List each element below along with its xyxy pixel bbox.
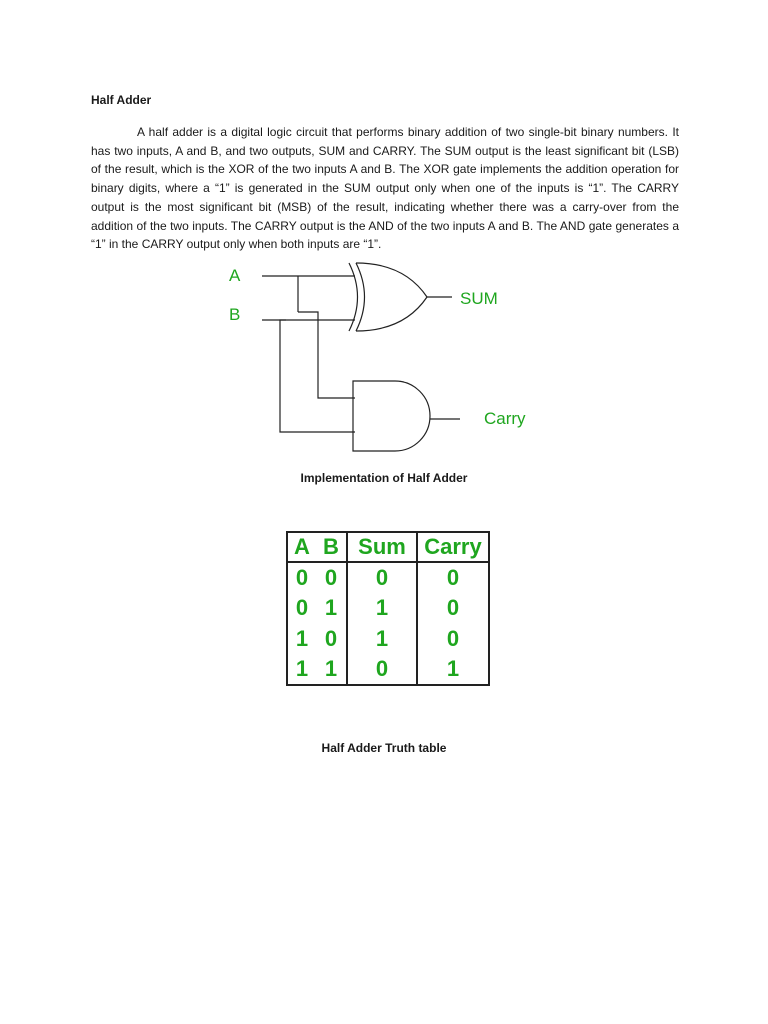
table-cell: 1: [295, 655, 309, 681]
table-cell: 1: [316, 593, 347, 623]
table-header-cell: Sum: [347, 532, 417, 562]
table-cell: 0: [347, 654, 417, 685]
table-cell: 0: [446, 625, 460, 651]
table-cell: 1: [316, 654, 347, 685]
table-row: [287, 562, 489, 593]
table-row: [287, 654, 489, 685]
truth-table: [286, 531, 490, 686]
input-b-label: B: [229, 305, 241, 324]
table-header-cell: Carry: [417, 532, 489, 562]
sum-output-label: SUM: [460, 289, 498, 308]
table-cell: 0: [295, 595, 309, 621]
table-cell: 0: [347, 562, 417, 593]
input-a-label: A: [229, 266, 241, 285]
table-cell: 0: [446, 565, 460, 591]
carry-output-label: Carry: [484, 409, 526, 428]
table-row: [287, 623, 489, 653]
table-header-cell: B: [316, 532, 347, 562]
table-cell: 0: [316, 623, 347, 653]
table-header-cell: A: [287, 532, 316, 562]
table-cell: 0: [446, 595, 460, 621]
table-row: [287, 593, 489, 623]
diagram-caption: Implementation of Half Adder: [300, 471, 468, 485]
description-paragraph: A half adder is a digital logic circuit that performs binary addition of two single-bit binary numbers. It has two inputs, A and B, and two outputs, SUM and CARRY. The SUM output is the least significant bit (LSB) of the result, which is the XOR of the two inputs A and B. The XOR gate implements the addition operation for binary digits, where a “1” is generated in the SUM output only when one of the inputs is “1”. The CARRY output is the most significant bit (MSB) of the result, indicating whether there was a carry-over from the addition of the two inputs. The CARRY output is the AND of the two inputs A and B. The AND gate generates a “1” in the CARRY output only when both inputs are “1”.: [91, 125, 679, 252]
table-cell: 1: [295, 625, 309, 651]
table-cell: 0: [295, 565, 309, 591]
table-caption: Half Adder Truth table: [321, 741, 447, 755]
table-cell: 1: [347, 593, 417, 623]
table-cell: 1: [446, 655, 460, 681]
table-cell: 0: [316, 562, 347, 593]
table-cell: 1: [347, 623, 417, 653]
section-heading: Half Adder: [91, 93, 152, 107]
half-adder-circuit-diagram: [0, 0, 768, 480]
table-header-row: [287, 532, 489, 562]
